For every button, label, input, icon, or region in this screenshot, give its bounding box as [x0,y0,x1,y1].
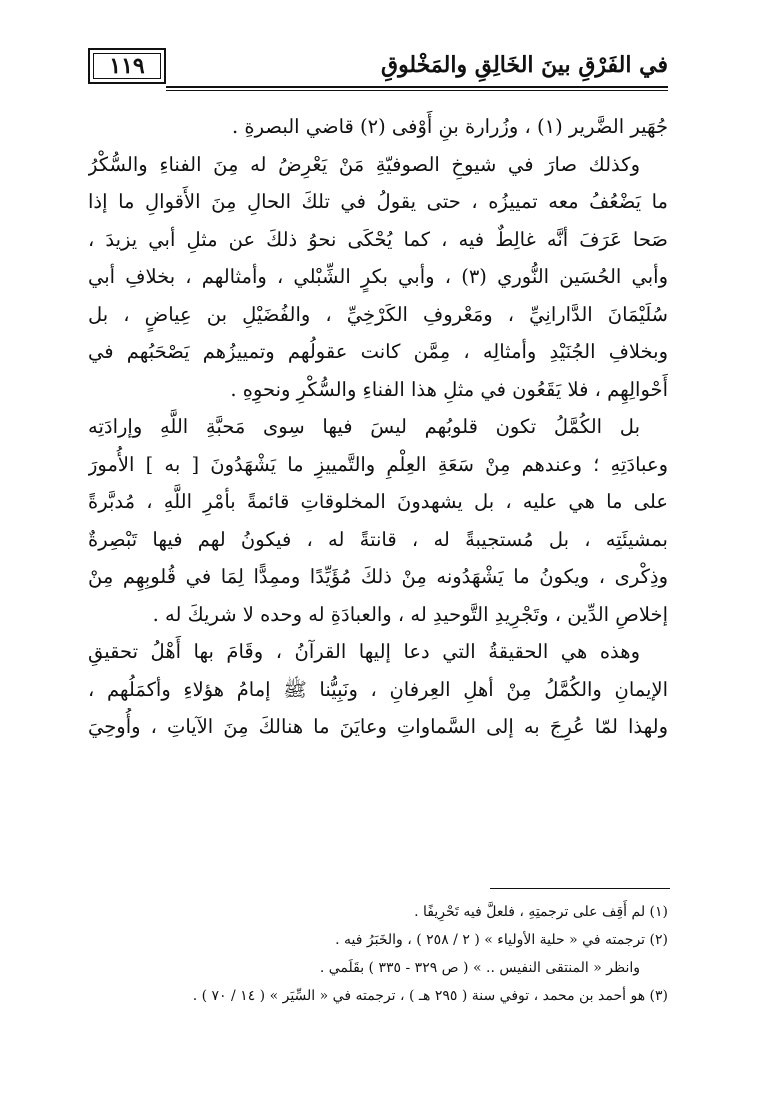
footnote: (١) لم أَقِف على ترجمتِهِ ، فلعلَّ فيه تَحْرِيفًا . [414,904,668,920]
text-line: أَحْوالِهِم ، فلا يَقَعُون في مثلِ هذا الفناءِ والسُّكْرِ ونحوِهِ . [230,377,668,401]
text-line: وكذلك صارَ في شيوخِ الصوفيّةِ مَنْ يَعْرِضُ له مِنَ الفناءِ والسُّكْرُ [88,152,640,176]
footnote: (٣) هو أحمد بن محمد ، توفي سنة ( ٢٩٥ هـ ) ، ترجمته في « السِّيَر » ( ١٤ / ٧٠ ) . [192,988,668,1004]
page-header [88,46,668,90]
footnotes [88,898,668,1010]
text-line: صَحا عَرَفَ أنَّه غالِطٌ فيه ، كما يُحْكَى نحوُ ذلكَ عن مثلِ أبي يزيدَ ، [88,227,668,251]
text-line: على ما هي عليه ، بل يشهدونَ المخلوقاتِ قائمةً بأمْرِ اللَّهِ ، مُدبَّرةً [88,490,668,513]
text-line: الإيمانِ والكُمَّلُ مِنْ أهلِ العِرفانِ ، ونَبِيُّنا ﷺ إمامُ هؤلاءِ وأكمَلُهم ، [88,677,668,701]
page-number [88,48,166,84]
running-title: في الفَرْقِ بينَ الخَالِقِ والمَخْلوقِ [381,52,668,78]
text-line: بل الكُمَّلُ تكون قلوبُهم ليسَ فيها سِوى مَحبَّةِ اللَّهِ وإرادَتِه [88,415,640,438]
text-line: وأبي الحُسَين النُّوري (٣) ، وأبي بكرٍ الشِّبْلي ، وأمثالهم ، بخلافِ أبي [88,265,668,288]
footnote: (٢) ترجمته في « حلية الأولياء » ( ٢ / ٢٥٨ ) ، والخَبَرُ فيه . [335,932,668,948]
text-line: سُلَيْمَانَ الدَّارانِيِّ ، ومَعْروفِ الكَرْخِيِّ ، والفُضَيْلِ بن عِياضٍ ، بل [88,302,668,326]
text-line: بمشيئَتِه ، بل مُستجيبةً له ، قانتةً له ، فيكونُ لهم فيها تَبْصِرةٌ [88,527,668,551]
footnote: وانظر « المنتقى النفيس .. » ( ص ٣٢٩ - ٣٣٥ ) بقَلَمي . [319,960,640,976]
main-text [88,108,668,746]
page-number-text: ١١٩ [109,53,145,79]
text-line: وعبادَتِهِ ؛ وعندهم مِنْ سَعَةِ العِلْمِ والتَّمييزِ ما يَشْهَدُونَ [ به ] الأُمورَ [88,452,668,476]
text-line: ما يَضْعُفُ معه تمييزُه ، حتى يقولُ في تلكَ الحالِ مِنَ الأَقوالِ ما إذا [88,190,668,213]
text-line: ولهذا لمّا عُرِجَ به إلى السَّماواتِ وعايَنَ ما هنالكَ مِنَ الآياتِ ، وأُوحِيَ [88,715,668,738]
text-line: إخلاصِ الدِّين ، وتَجْرِيدِ التَّوحيدِ له ، والعبادَةِ له وحده لا شريكَ له . [152,602,668,626]
footnote-separator [490,888,670,889]
header-rule [166,86,668,91]
text-line: وذِكْرى ، ويكونُ ما يَشْهَدُونه مِنْ ذلكَ مُؤَيِّدًا وممِدًّا لِمَا في قُلوبِهِم مِنْ [88,565,668,588]
text-line: وبخلافِ الجُنَيْدِ وأمثالِه ، مِمَّن كانت عقولُهم وتمييزُهم يَصْحَبُهم في [88,340,668,363]
text-line: وهذه هي الحقيقةُ التي دعا إليها القرآنُ ، وقَامَ بها أَهْلُ تحقيقِ [88,640,640,663]
text-line: جُهَير الضَّرير (١) ، وزُرارة بنِ أَوْفى (٢) قاضي البصرةِ . [232,115,668,138]
